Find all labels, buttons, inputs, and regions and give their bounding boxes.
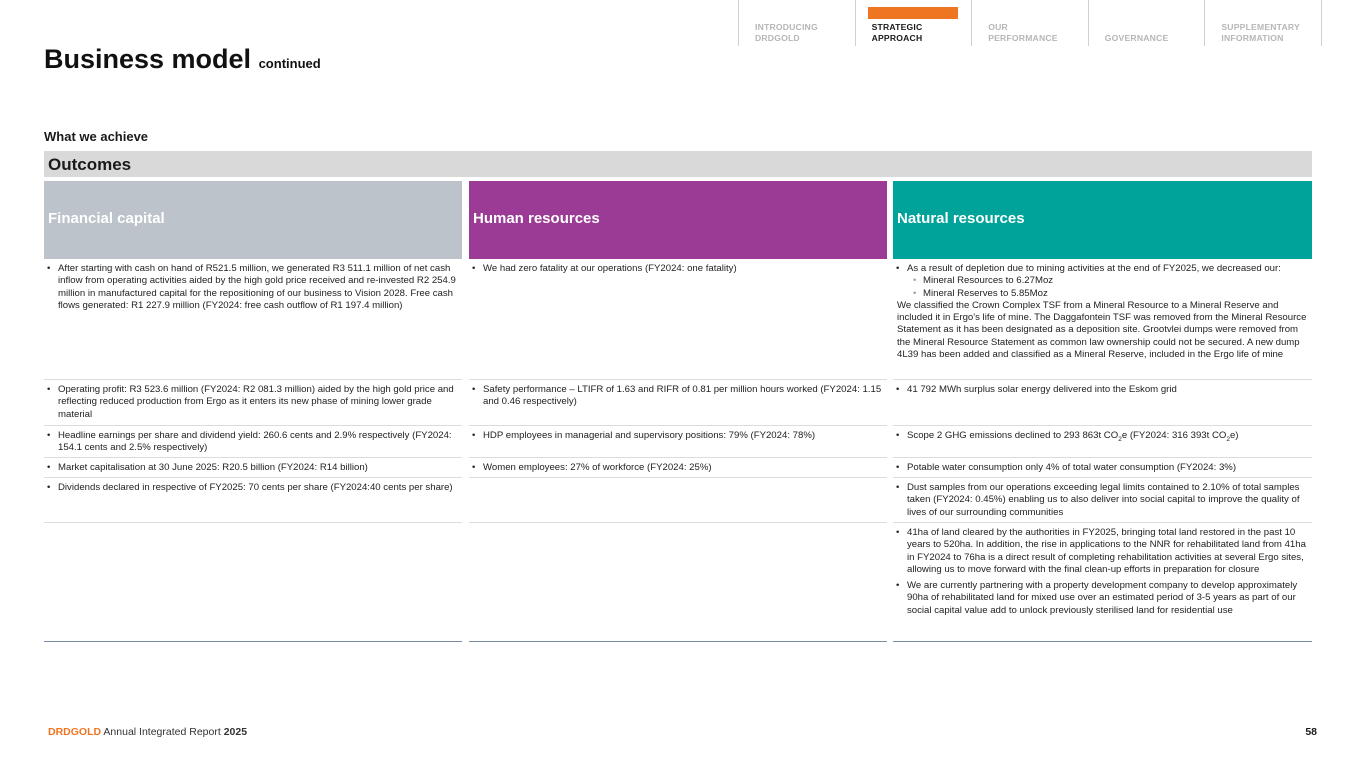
human-resources-header [469, 181, 887, 259]
footer-year: 2025 [223, 726, 248, 738]
list-item: • Dust samples from our operations exceeding legal limits contained to 2.10% of total samples taken (FY2024: 0.45%) enabling us to also deliver into social capital to improve the quality of lives of our surrounding communities [893, 482, 1312, 519]
column-heading: Natural resources [897, 210, 1025, 227]
list-item: • 41 792 MWh surplus solar energy delivered into the Eskom grid [893, 384, 1312, 396]
table-row [893, 380, 1312, 426]
section-nav [738, 0, 1322, 46]
list-item [893, 430, 1312, 442]
page-number: 58 [1305, 726, 1317, 738]
nav-tab-label: OUR [988, 22, 1008, 32]
nav-tab-label: INFORMATION [1221, 32, 1284, 43]
table-row [469, 458, 887, 478]
natural-resources-header [893, 181, 1312, 259]
nav-tab-label: GOVERNANCE [1104, 32, 1169, 43]
page-title [44, 44, 321, 75]
text-fragment: Scope 2 GHG emissions declined to 293 863t CO [907, 430, 1119, 441]
list-item: • 41ha of land cleared by the authorities in FY2025, bringing total land restored in the past 10 years to 520ha. In addition, the rise in applications to the NNR for rehabilitated land from 41ha in FY2024 to 76ha is a direct result of completing rehabilitation activities at several Ergo sites, allowing us to move forward with the final clean-up efforts in preparation for closure [893, 527, 1312, 576]
nav-tab-governance[interactable] [1089, 0, 1206, 46]
page-title-suffix: continued [258, 56, 321, 71]
nav-tab-label [1105, 22, 1205, 33]
sub-list-item: • Mineral Reserves to 5.85Moz [893, 288, 1312, 300]
list-item: • Headline earnings per share and dividend yield: 260.6 cents and 2.9% respectively (FY2024: 154.1 cents and 2.5% respectively) [44, 430, 462, 455]
column-heading: Human resources [473, 210, 600, 227]
table-row [893, 426, 1312, 458]
subscript: 2 [1118, 435, 1122, 443]
table-row [893, 478, 1312, 523]
list-item: • Potable water consumption only 4% of total water consumption (FY2024: 3%) [893, 462, 1312, 474]
nav-tab-label: INTRODUCING [755, 22, 818, 32]
table-row-empty [469, 523, 887, 642]
text-fragment: e (FY2024: 316 393t CO [1121, 430, 1227, 441]
subscript: 2 [1226, 435, 1230, 443]
list-item: • After starting with cash on hand of R521.5 million, we generated R3 511.1 million of net cash inflow from operating activities aided by the high gold price received and re-invested R2 254.9 million in manufactured capital for the repositioning of our business to Vision 2028. Free cash flows generated: R1 227.9 million (FY2024: free cash outflow of R1 197.4 million) [44, 263, 462, 312]
table-row [44, 478, 462, 523]
nav-tab-label: DRDGOLD [755, 32, 800, 43]
nav-tab-label: STRATEGIC [871, 22, 923, 32]
sub-list-item: • Mineral Resources to 6.27Moz [893, 275, 1312, 287]
human-resources-column [469, 181, 887, 473]
nav-tab-supplementary-information[interactable] [1205, 0, 1322, 46]
text-fragment: e) [1229, 430, 1239, 441]
nav-tab-strategic-approach[interactable] [856, 0, 973, 46]
table-row [469, 259, 887, 380]
page-title-main: Business model [44, 44, 252, 74]
table-row [469, 426, 887, 458]
list-item: • As a result of depletion due to mining activities at the end of FY2025, we decreased our: [893, 263, 1312, 275]
list-item: • Women employees: 27% of workforce (FY2024: 25%) [469, 462, 887, 474]
column-heading: Financial capital [48, 210, 165, 227]
paragraph: We classified the Crown Complex TSF from a Mineral Resource to a Mineral Reserve and included it in Ergo's life of mine. The Daggafontein TSF was removed from the Mineral Resource Statement as it has been designated as a deposition site. Grootvlei dumps were removed from the Mineral Resource Statement as common law ownership could not be secured. A new dump 4L39 has been added and classified as a Mineral Reserve, included in the Ergo life of mine [897, 299, 1307, 361]
natural-resources-column [893, 181, 1312, 616]
nav-tab-label: SUPPLEMENTARY [1221, 22, 1300, 32]
list-item: • Dividends declared in respective of FY2025: 70 cents per share (FY2024:40 cents per share) [44, 482, 462, 494]
table-row [469, 380, 887, 426]
section-label: What we achieve [44, 129, 149, 144]
table-row [44, 426, 462, 458]
financial-capital-column [44, 181, 462, 493]
footer-text: Annual Integrated Report [101, 726, 224, 738]
table-row [893, 523, 1312, 642]
nav-tab-our-performance[interactable] [972, 0, 1089, 46]
nav-tab-introducing[interactable] [738, 0, 856, 46]
list-item: • We had zero fatality at our operations (FY2024: one fatality) [469, 263, 887, 275]
table-row [44, 458, 462, 478]
table-row-empty [469, 478, 887, 523]
nav-tab-label: APPROACH [871, 32, 923, 43]
nav-tab-label: PERFORMANCE [988, 32, 1058, 43]
list-item: • Safety performance – LTIFR of 1.63 and RIFR of 0.81 per million hours worked (FY2024: 1.15 and 0.46 respectively) [469, 384, 887, 409]
active-tab-indicator [868, 7, 958, 19]
list-item: • Market capitalisation at 30 June 2025: R20.5 billion (FY2024: R14 billion) [44, 462, 462, 474]
table-row [44, 259, 462, 380]
financial-capital-header [44, 181, 462, 259]
outcomes-label: Outcomes [48, 155, 132, 174]
table-row [893, 259, 1312, 380]
list-item: • Operating profit: R3 523.6 million (FY2024: R2 081.3 million) aided by the high gold price and reflecting reduced production from Ergo as it enters its new phase of mining lower grade material [44, 384, 462, 421]
table-row [893, 458, 1312, 478]
footer [48, 726, 247, 738]
table-row-empty [44, 523, 462, 642]
outcomes-header [44, 151, 1312, 177]
list-item: • We are currently partnering with a property development company to develop approximately 90ha of rehabilitated land for mixed use over an estimated period of 3-5 years as part of our social capital value add to unlock previously sterilised land for residential use [893, 580, 1312, 617]
table-row [44, 380, 462, 426]
list-item: • HDP employees in managerial and supervisory positions: 79% (FY2024: 78%) [469, 430, 887, 442]
footer-brand: DRDGOLD [48, 726, 102, 738]
